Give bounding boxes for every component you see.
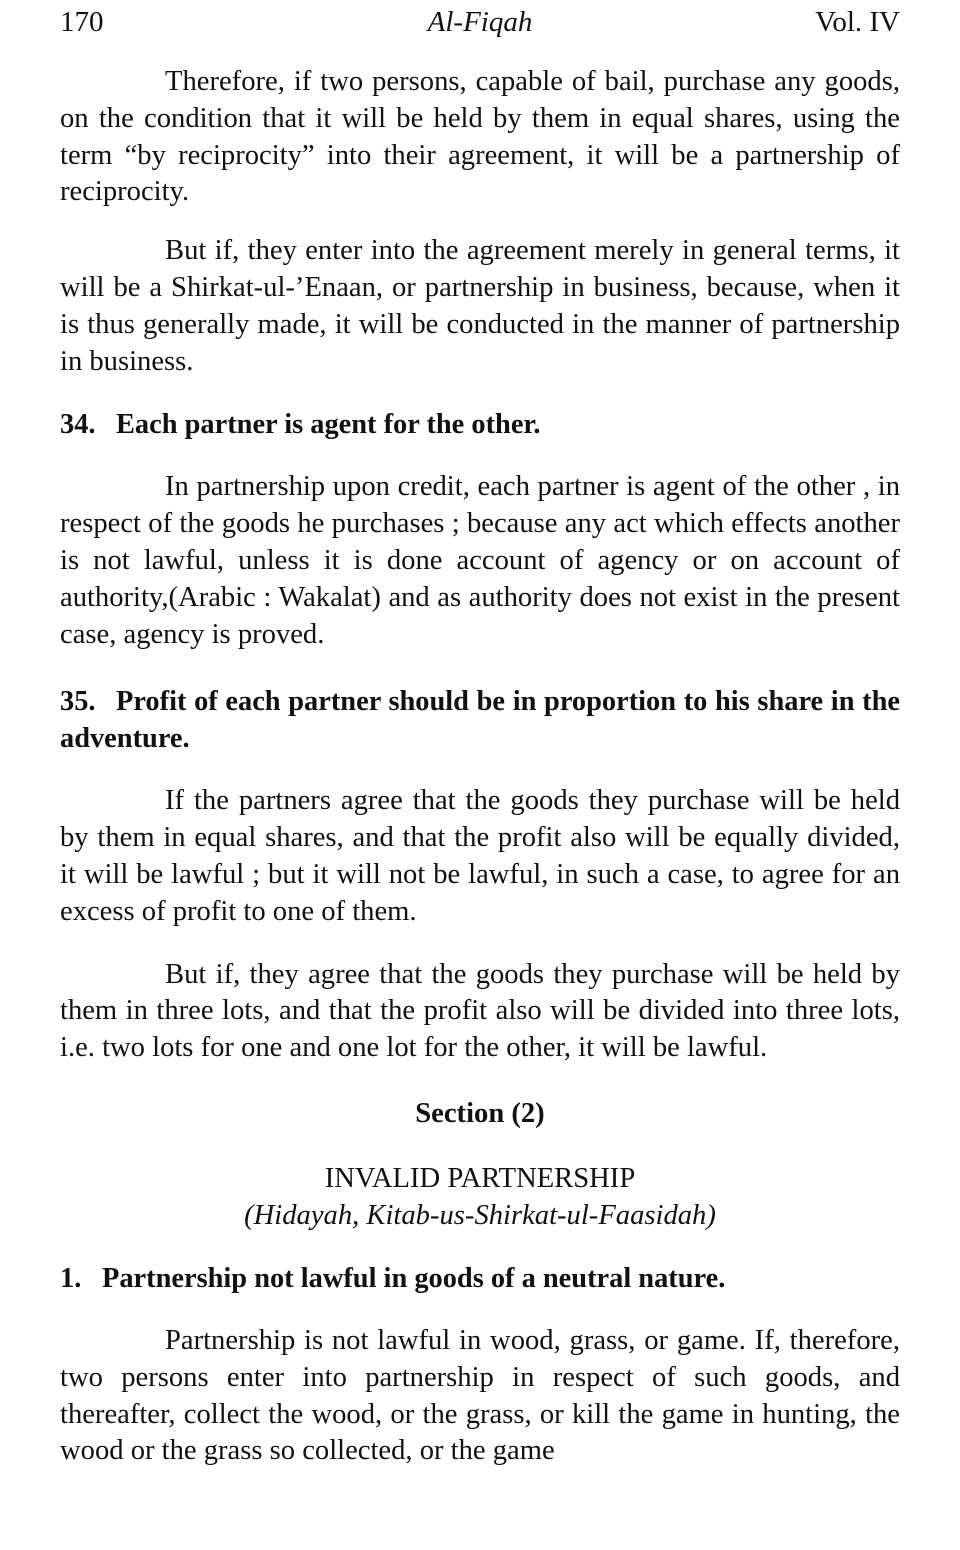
book-page xyxy=(60,0,900,1470)
heading-number: 34. xyxy=(60,409,96,441)
paragraph: But if, they enter into the agreement merely in general terms, it will be a Shirkat-ul-’Enaan, or partnership in business, because, when it is thus generally made, it will be conducted in the manner of partnership in business. xyxy=(60,235,900,377)
rule-heading-34 xyxy=(60,406,900,443)
paragraph: In partnership upon credit, each partner is agent of the other , in respect of the goods he purchases ; because any act which effects another is not lawful, unless it is done account of agency or on account of authority,(Arabic : Wakalat) and as authority does not exist in the present case, agency is proved. xyxy=(60,471,900,650)
paragraph: Partnership is not lawful in wood, grass, or game. If, therefore, two persons enter into partnership in respect of such goods, and thereafter, collect the wood, or the grass, or kill the game in hunting, the wood or the grass so collected, or the game xyxy=(60,1324,900,1467)
heading-text: Each partner is agent for the other. xyxy=(116,409,541,441)
heading-number: 35. xyxy=(60,686,96,718)
running-header xyxy=(60,4,900,44)
section-title: Section (2) xyxy=(415,1097,545,1129)
section-reference: (Hidayah, Kitab-us-Shirkat-ul-Faasidah) xyxy=(244,1199,716,1231)
rule-heading-35 xyxy=(60,683,900,757)
paragraph: Therefore, if two persons, capable of bail, purchase any goods, on the condition that it will be held by them in equal shares, using the term “by reciprocity” into their agreement, it will be a partnership of reciprocity. xyxy=(60,66,900,208)
paragraph: But if, they agree that the goods they purchase will be held by them in three lots, and that the profit also will be divided into three lots, i.e. two lots for one and one lot for the other, it will be lawful. xyxy=(60,958,900,1064)
section-subtitle: INVALID PARTNERSHIP xyxy=(324,1162,636,1194)
heading-text: Partnership not lawful in goods of a neutral nature. xyxy=(102,1262,726,1294)
page-number: 170 xyxy=(60,6,104,38)
rule-heading-1 xyxy=(60,1260,900,1297)
heading-text: Profit of each partner should be in proportion to his share in the adventure. xyxy=(60,686,900,755)
volume-label: Vol. IV xyxy=(815,6,900,38)
book-title: Al-Fiqah xyxy=(427,6,533,38)
heading-number: 1. xyxy=(60,1262,82,1294)
paragraph: If the partners agree that the goods they purchase will be held by them in equal shares, and that the profit also will be equally divided, it will be lawful ; but it will not be lawful, in such a case, to agree for an excess of profit to one of them. xyxy=(60,785,900,927)
